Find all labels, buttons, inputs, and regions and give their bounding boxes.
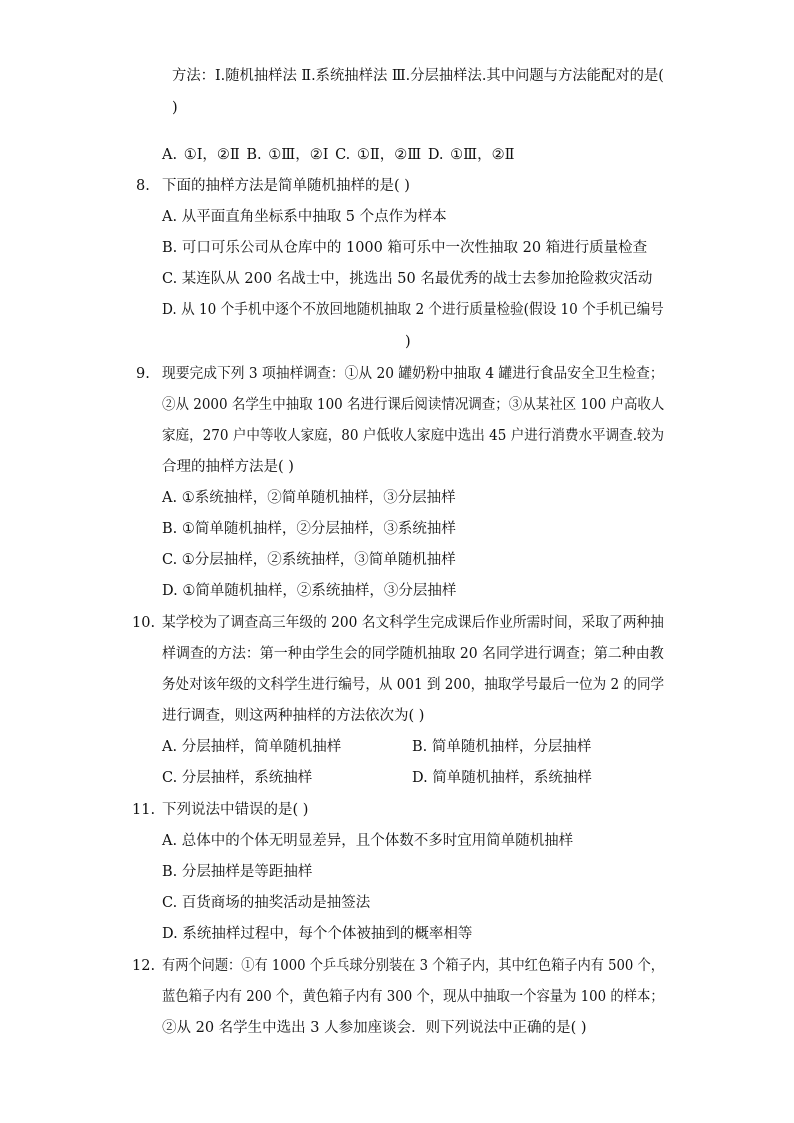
q10-line4: 进行调查，则这两种抽样的方法依次为( ): [162, 708, 425, 724]
q9-number: 9.: [136, 366, 150, 382]
q8-option-d: D. 从 10 个手机中逐个不放回地随机抽取 2 个进行质量检验(假设 10 个手机已编号: [162, 302, 664, 318]
q8-option-b: B. 可口可乐公司从仓库中的 1000 箱可乐中一次性抽取 20 箱进行质量检查: [162, 240, 648, 256]
q7-options: A. ①Ⅰ，②Ⅱ B. ①Ⅲ，②Ⅰ C. ①Ⅱ，②Ⅲ D. ①Ⅲ，②Ⅱ: [162, 147, 515, 163]
q12-line3: ②从 20 名学生中选出 3 人参加座谈会．则下列说法中正确的是( ): [162, 1020, 587, 1036]
q11-option-c: C. 百货商场的抽奖活动是抽签法: [162, 895, 371, 911]
q10-line1: 某学校为了调查高三年级的 200 名文科学生完成课后作业所需时间，采取了两种抽: [162, 615, 664, 631]
q11-number: 11.: [132, 802, 156, 818]
q10-option-b: B. 简单随机抽样，分层抽样: [412, 739, 592, 755]
q8-stem: 下面的抽样方法是简单随机抽样的是( ): [162, 178, 410, 194]
q10-option-c: C. 分层抽样，系统抽样: [162, 770, 313, 786]
q9-option-d: D. ①简单随机抽样，②系统抽样，③分层抽样: [162, 583, 457, 599]
q10-option-a: A. 分层抽样，简单随机抽样: [162, 739, 342, 755]
q9-line4: 合理的抽样方法是( ): [162, 459, 294, 475]
q8-number: 8.: [136, 178, 150, 194]
q9-option-a: A. ①系统抽样，②简单随机抽样，③分层抽样: [162, 490, 456, 506]
q9-line3: 家庭，270 户中等收人家庭，80 户低收人家庭中选出 45 户进行消费水平调查.较为: [162, 428, 665, 444]
q7-line1: 方法：Ⅰ.随机抽样法 Ⅱ.系统抽样法 Ⅲ.分层抽样法.其中问题与方法能配对的是(: [172, 68, 664, 84]
q11-option-a: A. 总体中的个体无明显差异，且个体数不多时宜用简单随机抽样: [162, 833, 574, 849]
q10-line3: 务处对该年级的文科学生进行编号，从 001 到 200，抽取学号最后一位为 2 的同学: [162, 677, 665, 693]
q12-number: 12.: [132, 958, 156, 974]
q8-option-a: A. 从平面直角坐标系中抽取 5 个点作为样本: [162, 209, 447, 225]
q10-option-d: D. 简单随机抽样，系统抽样: [412, 770, 592, 786]
q12-line2: 蓝色箱子内有 200 个，黄色箱子内有 300 个，现从中抽取一个容量为 100 的样本；: [162, 989, 664, 1005]
q8-option-c: C. 某连队从 200 名战士中，挑选出 50 名最优秀的战士去参加抢险救灾活动: [162, 271, 653, 287]
q9-line1: 现要完成下列 3 项抽样调查：①从 20 罐奶粉中抽取 4 罐进行食品安全卫生检查；: [162, 366, 664, 382]
q10-line2: 样调查的方法：第一种由学生会的同学随机抽取 20 名同学进行调查；第二种由教: [162, 646, 664, 662]
q11-option-d: D. 系统抽样过程中，每个个体被抽到的概率相等: [162, 926, 473, 942]
q9-line2: ②从 2000 名学生中抽取 100 名进行课后阅读情况调查；③从某社区 100 户高收人: [162, 397, 665, 413]
q9-option-c: C. ①分层抽样，②系统抽样，③简单随机抽样: [162, 552, 456, 568]
q10-number: 10.: [132, 615, 156, 631]
q11-option-b: B. 分层抽样是等距抽样: [162, 864, 313, 880]
q9-option-b: B. ①简单随机抽样，②分层抽样，③系统抽样: [162, 521, 456, 537]
q7-line2: ): [172, 100, 178, 116]
q8-option-d-end: ): [405, 334, 411, 350]
q12-line1: 有两个问题：①有 1000 个乒乓球分别装在 3 个箱子内，其中红色箱子内有 500 个，: [162, 958, 664, 974]
q11-stem: 下列说法中错误的是( ): [162, 802, 309, 818]
